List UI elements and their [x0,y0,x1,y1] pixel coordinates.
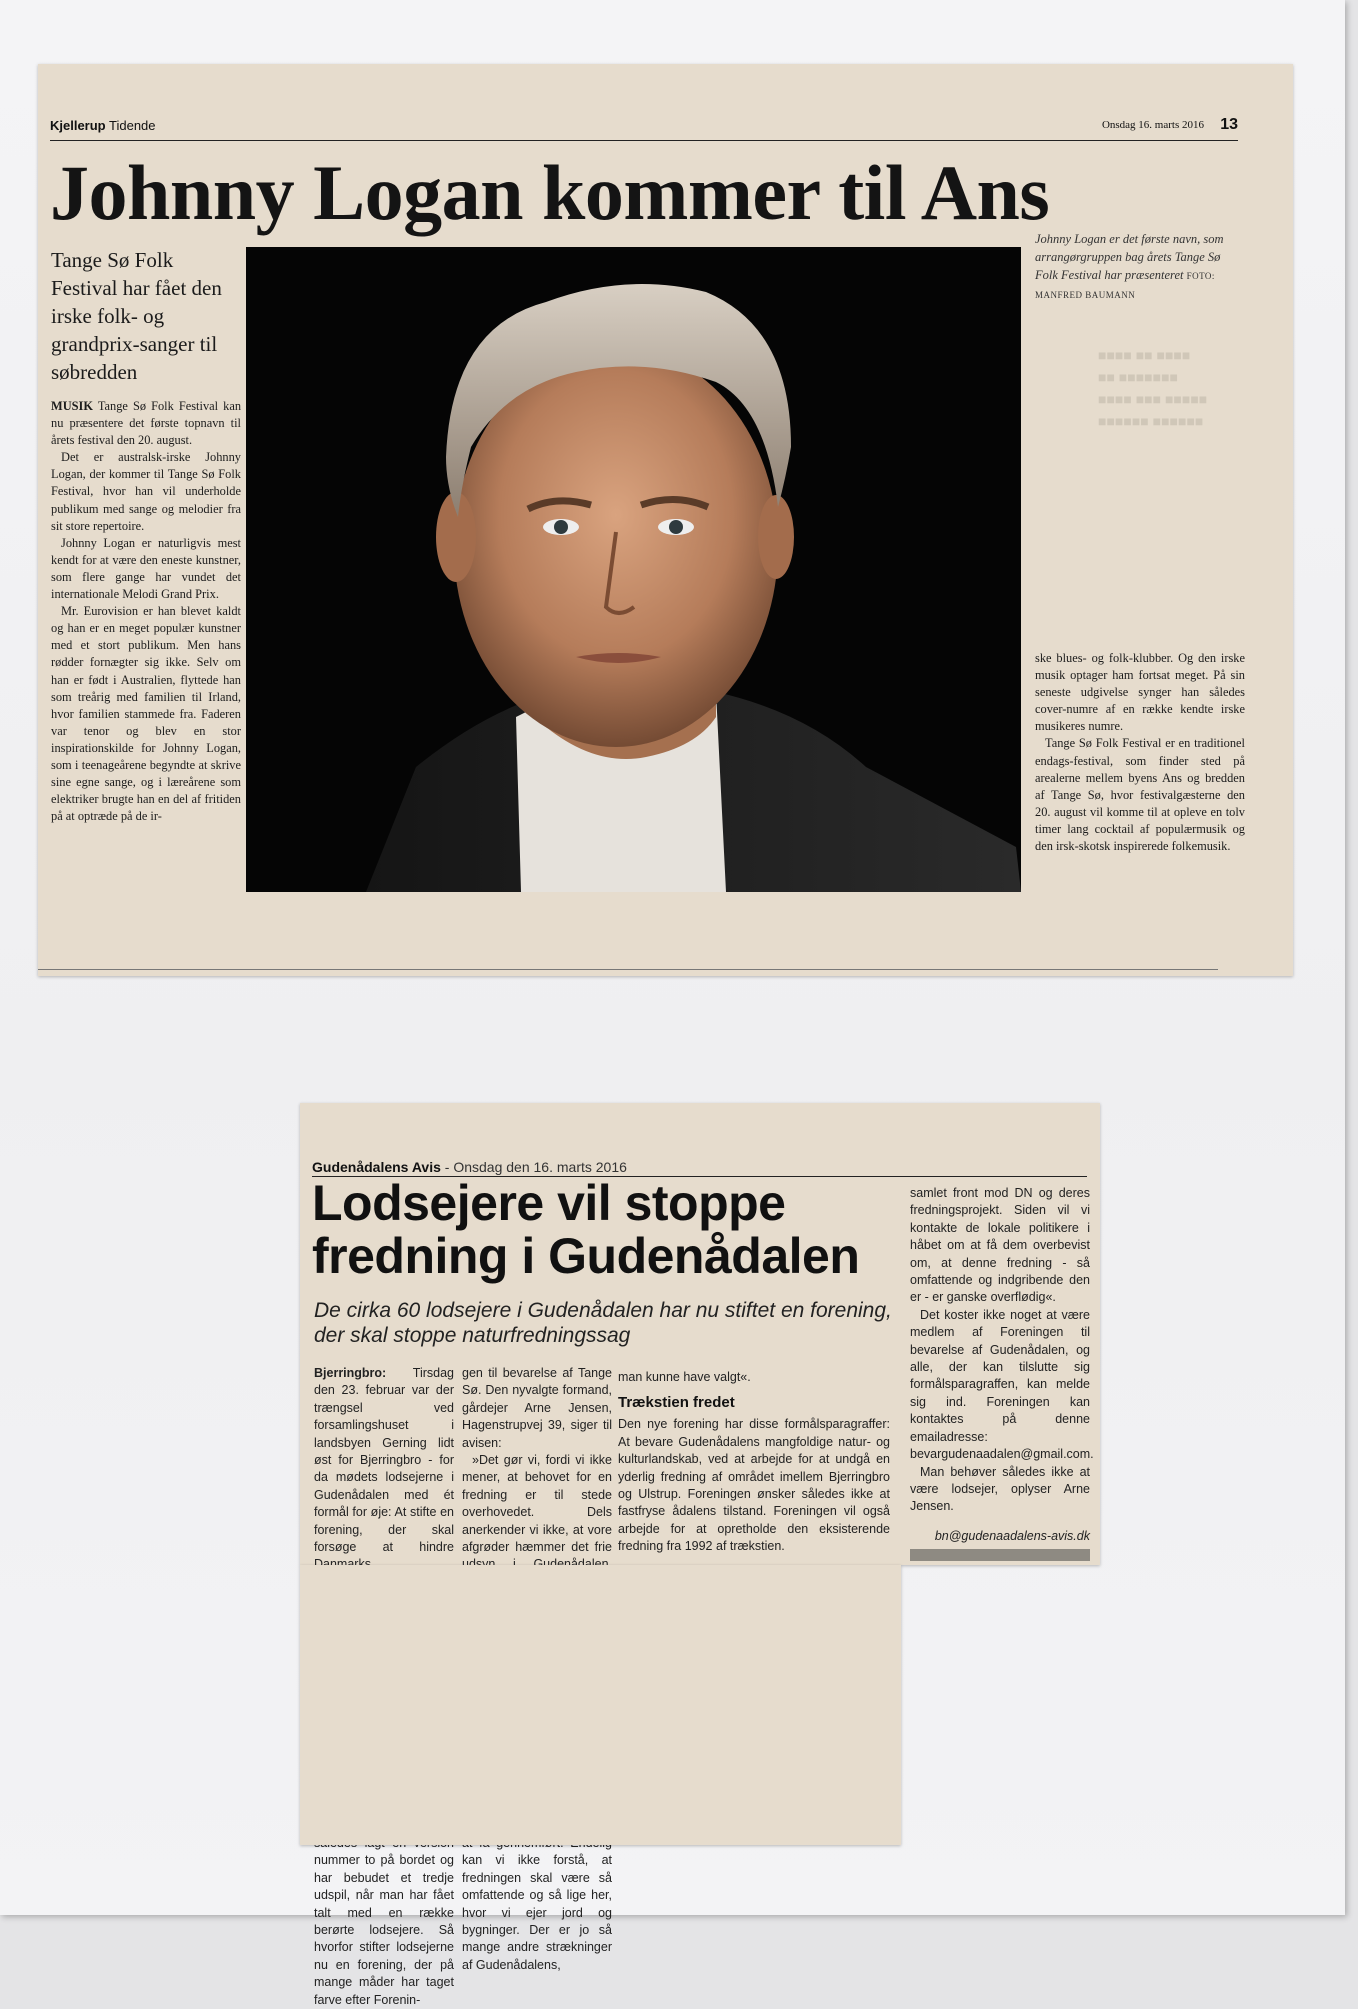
paragraph: Mr. Eurovision er han blevet kaldt og han er en meget populær kunstner med et stort publikum. Men hans rødder fornægter sig ikke. Selv om han er født i Australien, flyttede han som treårig med familien til Irland, hvor familien stammede fra. Faderen var tenor og blev en stor inspirationskilde for Johnny Logan, som i teenageårene begyndte at skrive sine egne sange, og i læreårene som elektriker brugte han en del af fritiden på at optræde på de ir- [51,603,241,825]
photo-caption: Johnny Logan er det første navn, som arrangørgruppen bag årets Tange Sø Folk Festival har præsenteret FOTO: MANFRED BAUMANN [1035,230,1240,304]
paragraph: »Det gør vi, fordi vi ikke mener, at behovet for en fredning er til stede overhovedet. Dels anerkender vi ikke, at vore afgrøder hæmmer det frie kan vi ikke forstå, at fredningen skal være så omfattende og så lige her, hvor vi ejer jord og bygninger. Der er jo så mange andre strækninger af Gudenådalens, [462,1452,612,1974]
masthead-line [312,1156,1087,1177]
headline: Lodsejere vil stoppe fredning i Gudenådalen [312,1177,912,1283]
masthead-line [50,116,1238,141]
paragraph: Tange Sø Folk Festival er en traditionel endags-festival, som finder sted på arealerne mellem byens Ans og bredden af Tange Sø, hvor festivalgæsterne den 20. august vil komme til at opleve en tolv timer lang cocktail af populærmusik og den irsk-skotsk inspirerede folkemusik. [1035,735,1245,855]
paragraph: Man behøver således ikke at være lodsejer, oplyser Arne Jensen. [910,1464,1090,1516]
dateline-place: Bjerringbro: [314,1366,386,1380]
paragraph: nummer to på bordet og har bebudet et tredje udspil, når man har fået talt med en række berørte lodsejere. Så hvorfor stifter lodsejerne nu en forening, der på mange måder har taget farve efter Forenin- [314,1644,454,2009]
newspaper-clipping-kjellerup [38,64,1293,976]
bottom-rule [38,969,1218,970]
paragraph: Det er australsk-irske Johnny Logan, der kommer til Tange Sø Folk Festival, hvor han vil underholde publikum med sange og melodier fra sit store repertoire. [51,449,241,534]
newspaper-clipping-gudenadalen-lower [300,1565,901,1845]
newspaper-name: Gudenådalens Avis - Onsdag den 16. marts 2016 [312,1159,627,1175]
paragraph: ske blues- og folk-klubber. Og den irske musik optager ham fortsat meget. På sin seneste udgivelse synger han således cover-numre af en række kendte irske musikeres numre. [1035,650,1245,735]
page-number: 13 [1220,116,1238,134]
article-column-right [1035,650,1245,855]
paragraph: man kunne have valgt«. [618,1369,890,1386]
article-column-1: Bjerringbro: Tirsdag den 23. februar var der trængsel ved forsamlingshuset i landsbyen Gerning lidt øst for Bjerringbro - for da mødets lodsejerne i Gudenådalen med ét formål for øje: At stifte en forening, der skal forsøge at hindre nummer to på bordet og har bebudet et tredje udspil, når man har fået talt med en række berørte lodsejere. Så hvorfor stifter lodsejerne nu en forening, der på mange måder har taget farve efter Forenin- [314,1365,454,2009]
subheading-trackstien: Trækstien fredet [618,1394,890,1412]
article-column-4 [910,1185,1090,1545]
portrait-photo [246,247,1021,892]
subheadline: De cirka 60 lodsejere i Gudenådalen har nu stiftet en forening, der skal stoppe naturfredningssag [314,1298,904,1348]
paragraph: Den nye forening har disse formålsparagraffer: At bevare Gudenådalens mangfoldige natur- og kulturlandskab, ved at arbejde for at undgå en yderlig fredning af området imellem Bjerringbro og Ulstrup. Foreningen ønsker således ikke at fastfryse ådalens tilstand. Foreningen vil også arbejde for at opretholde den eksisterende fredning fra 1992 af trækstien. [618,1416,890,1555]
newspaper-clipping-gudenadalen [300,1103,1100,1565]
issue-date: Onsdag 16. marts 2016 [1102,119,1204,131]
photo-credit: FOTO: MANFRED BAUMANN [1035,271,1215,300]
paragraph: samlet front mod DN og deres fredningsprojekt. Siden vil vi kontakte de lokale politikere i håbet om at få dem overbevist om, at denne fredning - så omfattende og indgribende den er - er ganske overflødig«. [910,1185,1090,1307]
subheadline: Tange Sø Folk Festival har fået den irske folk- og grandprix-sanger til søbredden [51,246,231,386]
section-kicker: MUSIK [51,399,93,413]
paragraph: Johnny Logan er naturligvis mest kendt for at være den eneste kunstner, som flere gange har vundet det internationale Melodi Grand Prix. [51,535,241,603]
paragraph: Det koster ikke noget at være medlem af Foreningen til bevarelse af Gudenådalen, og alle, der kan tilslutte sig formålsparagraffen, kan melde sig ind. Foreningen kan kontaktes på denne emailadresse: bevargudenaadalen@gmail.com. [910,1307,1090,1464]
column-end-bar [910,1549,1090,1561]
bleed-through-text: ■■■■ ■■ ■■■■ ■■ ■■■■■■■ ■■■■ ■■■ ■■■■■ ■■■■■■ ■■■■■■ [1098,344,1288,432]
article-column-left: MUSIK Tange Sø Folk Festival kan nu præsentere det første topnavn til årets festival den 20. august. Det er australsk-irske Johnny Logan, der kommer til Tange Sø Folk Festival, hvor han vil underholde publikum med sange og melodier fra sit store repertoire. Johnny Logan er naturligvis mest kendt for at være den eneste kunstner, som flere gange har vundet det internationale Melodi Grand Prix. Mr. Eurovision er han blevet kaldt og han er en meget populær kunstner med et stort publikum. Men hans rødder fornægter sig ikke. Selv om han er født i Australien, flyttede han som treårig med familien til Irland, hvor familien stammede fra. Faderen var tenor og blev en stor inspirationskilde for Johnny Logan, som i teenageårene begyndte at skrive sine egne sange, og i læreårene som elektriker brugte han en del af fritiden på at optræde på de ir- [51,398,241,825]
paragraph: gen til bevarelse af Tange Sø. Den nyvalgte formand, gårdejer Arne Jensen, Hagenstrupvej 39, siger til avisen: [462,1365,612,1452]
portrait-illustration [246,247,1021,892]
byline-email: bn@gudenaadalens-avis.dk [910,1528,1090,1545]
newspaper-name: Kjellerup Tidende [50,118,156,133]
headline: Johnny Logan kommer til Ans [50,148,1049,238]
